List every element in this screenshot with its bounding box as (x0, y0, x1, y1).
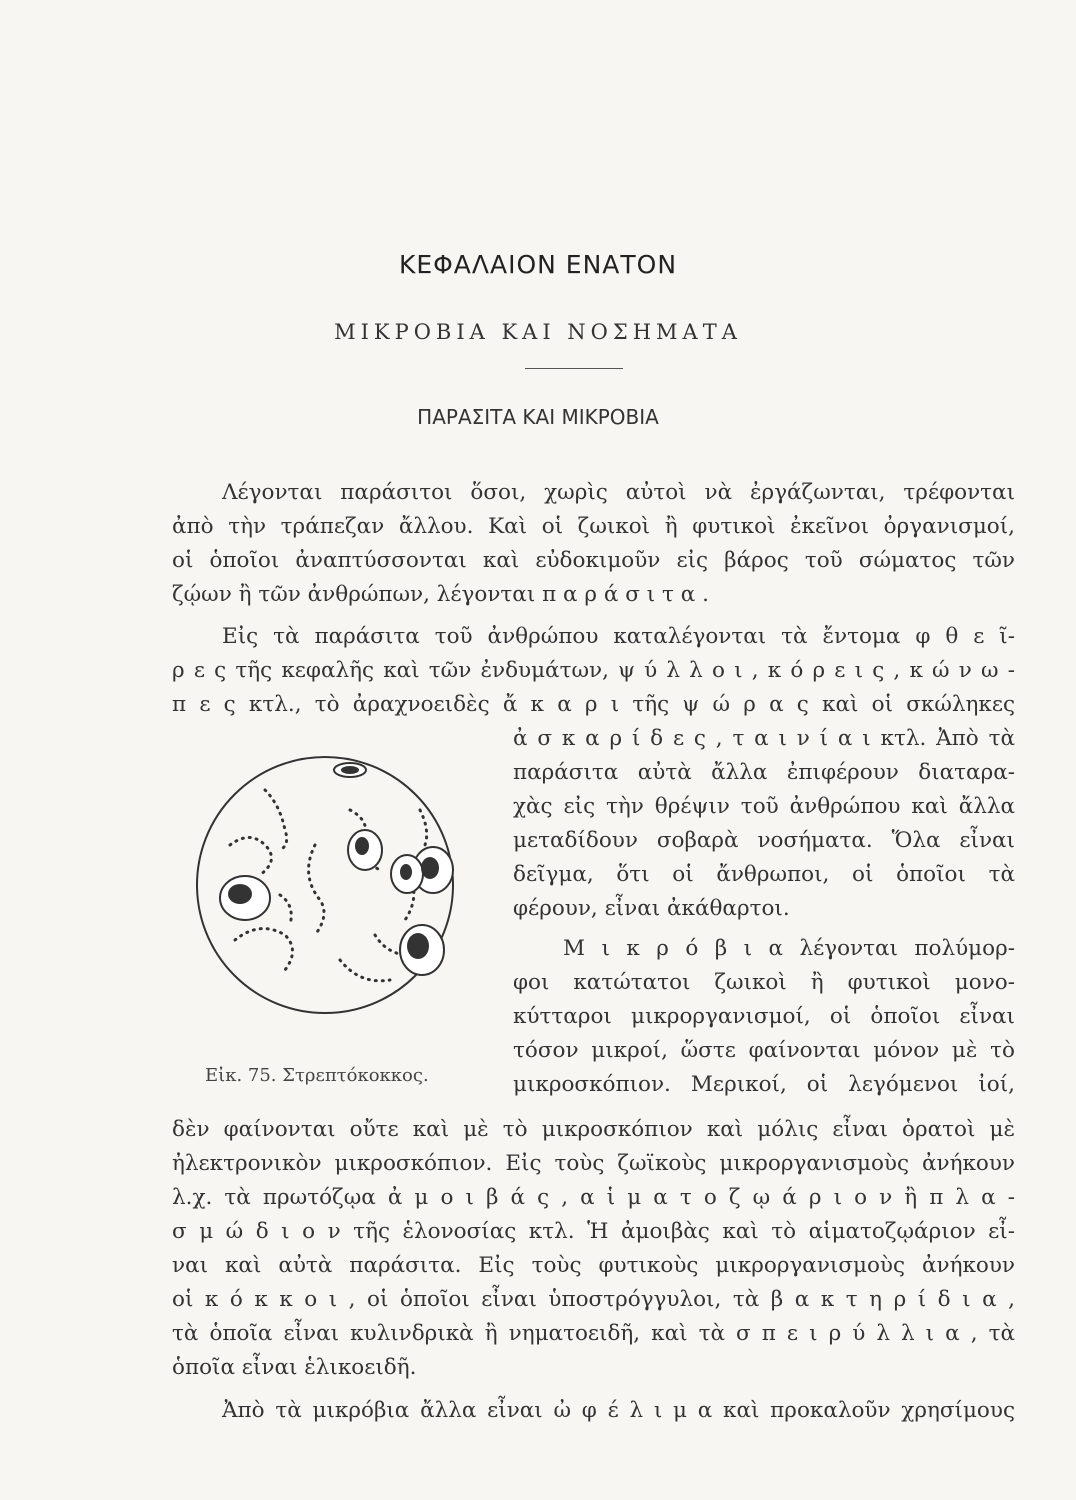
text-line: ρ ε ς τῆς κεφαλῆς καὶ τῶν ἐνδυμάτων, ψ ύ λ λ ο ι , κ ό ρ ε ι ς , κ ώ ν ω - (172, 658, 1015, 683)
text-line: σ μ ώ δ ι ο ν τῆς ἑλονοσίας κτλ. Ἡ ἀμοιβὰς καὶ τὸ αἱματοζῳάριον εἶ- (172, 1219, 1015, 1244)
paragraph-parasites-definition (172, 476, 1015, 612)
text-line: Λέγονται παράσιτοι ὅσοι, χωρὶς αὐτοὶ νὰ ἐργάζωνται, τρέφονται (222, 480, 1015, 505)
text-line: τόσον μικροί, ὥστε φαίνονται μόνον μὲ τὸ (513, 1038, 1015, 1063)
text-line: δὲν φαίνονται οὔτε καὶ μὲ τὸ μικροσκόπιον καὶ μόλις εἶναι ὁρατοὶ μὲ (172, 1117, 1015, 1142)
text-line: ζῴων ἢ τῶν ἀνθρώπων, λέγονται π α ρ ά σ ι τ α . (172, 582, 709, 607)
text-line: δεῖγμα, ὅτι οἱ ἄνθρωποι, οἱ ὁποῖοι τὰ (513, 862, 1015, 887)
text-line: οἱ ὁποῖοι ἀναπτύσσονται καὶ εὐδοκιμοῦν εἰς βάρος τοῦ σώματος τῶν (172, 548, 1015, 573)
streptococcus-illustration (190, 750, 460, 1020)
text-line: ὁποῖα εἶναι ἑλικοειδῆ. (172, 1355, 417, 1380)
text-line: ἀ σ κ α ρ ί δ ε ς , τ α ι ν ί α ι κτλ. Ἀπὸ τὰ (513, 726, 1015, 751)
text-line: παράσιτα αὐτὰ ἄλλα ἐπιφέρουν διαταρα- (513, 760, 1015, 785)
paragraph-useful-microbes (172, 1394, 1015, 1428)
text-line: φοι κατώτατοι ζωικοὶ ἢ φυτικοὶ μονο- (513, 970, 1015, 995)
text-line: ἠλεκτρονικὸν μικροσκόπιον. Εἰς τοὺς ζωϊκοὺς μικροργανισμοὺς ἀνήκουν (172, 1151, 1015, 1176)
paragraph-microbes-intro (513, 932, 1015, 1102)
text-line: π ε ς κτλ., τὸ ἀραχνοειδὲς ἄ κ α ρ ι τῆς ψ ώ ρ α ς καὶ οἱ σκώληκες (172, 692, 1015, 717)
text-line: χὰς εἰς τὴν θρέψιν τοῦ ἀνθρώπου καὶ ἄλλα (513, 794, 1015, 819)
text-line: ναι καὶ αὐτὰ παράσιτα. Εἰς τοὺς φυτικοὺς μικροργανισμοὺς ἀνήκουν (172, 1253, 1015, 1278)
text-line: τὰ ὁποῖα εἶναι κυλινδρικὰ ἢ νηματοειδῆ, καὶ τὰ σ π ε ι ρ ύ λ λ ι α , τὰ (172, 1321, 1015, 1346)
section-title: ΠΑΡΑΣΙΤΑ ΚΑΙ ΜΙΚΡΟΒΙΑ (417, 405, 659, 429)
text-line: φέρουν, εἶναι ἀκάθαρτοι. (513, 896, 790, 921)
paragraph-human-parasites-continued (513, 722, 1015, 926)
title-divider (525, 368, 623, 369)
text-line: οἱ κ ό κ κ ο ι , οἱ ὁποῖοι εἶναι ὑποστρόγγυλοι, τὰ β α κ τ η ρ ί δ ι α , (172, 1287, 1015, 1312)
text-line: μεταδίδουν σοβαρὰ νοσήματα. Ὅλα εἶναι (513, 828, 1015, 853)
paragraph-microbes-types (172, 1113, 1015, 1385)
text-line: κύτταροι μικροργανισμοί, οἱ ὁποῖοι εἶναι (513, 1004, 1015, 1029)
chapter-subtitle: ΜΙΚΡΟΒΙΑ ΚΑΙ ΝΟΣΗΜΑΤΑ (334, 320, 742, 344)
text-line: λ.χ. τὰ πρωτόζῳα ἀ μ ο ι β ά ς , α ἱ μ α τ ο ζ ῳ ά ρ ι ο ν ἢ π λ α - (172, 1185, 1015, 1210)
text-line: Ἀπὸ τὰ μικρόβια ἄλλα εἶναι ὠ φ έ λ ι μ α καὶ προκαλοῦν χρησίμους (222, 1398, 1015, 1423)
chapter-title: ΚΕΦΑΛΑΙΟΝ ΕΝΑΤΟΝ (398, 250, 678, 279)
paragraph-human-parasites (172, 620, 1015, 722)
text-line: Μ ι κ ρ ό β ι α λέγονται πολύμορ- (563, 936, 1015, 961)
text-line: μικροσκόπιον. Μερικοί, οἱ λεγόμενοι ἰοί, (513, 1072, 1015, 1097)
figure-caption: Εἰκ. 75. Στρεπτόκοκκος. (205, 1065, 429, 1086)
text-line: ἀπὸ τὴν τράπεζαν ἄλλου. Καὶ οἱ ζωικοὶ ἢ φυτικοὶ ἐκεῖνοι ὀργανισμοί, (172, 514, 1015, 539)
text-line: Εἰς τὰ παράσιτα τοῦ ἀνθρώπου καταλέγονται τὰ ἔντομα φ θ ε ῖ- (222, 624, 1015, 649)
